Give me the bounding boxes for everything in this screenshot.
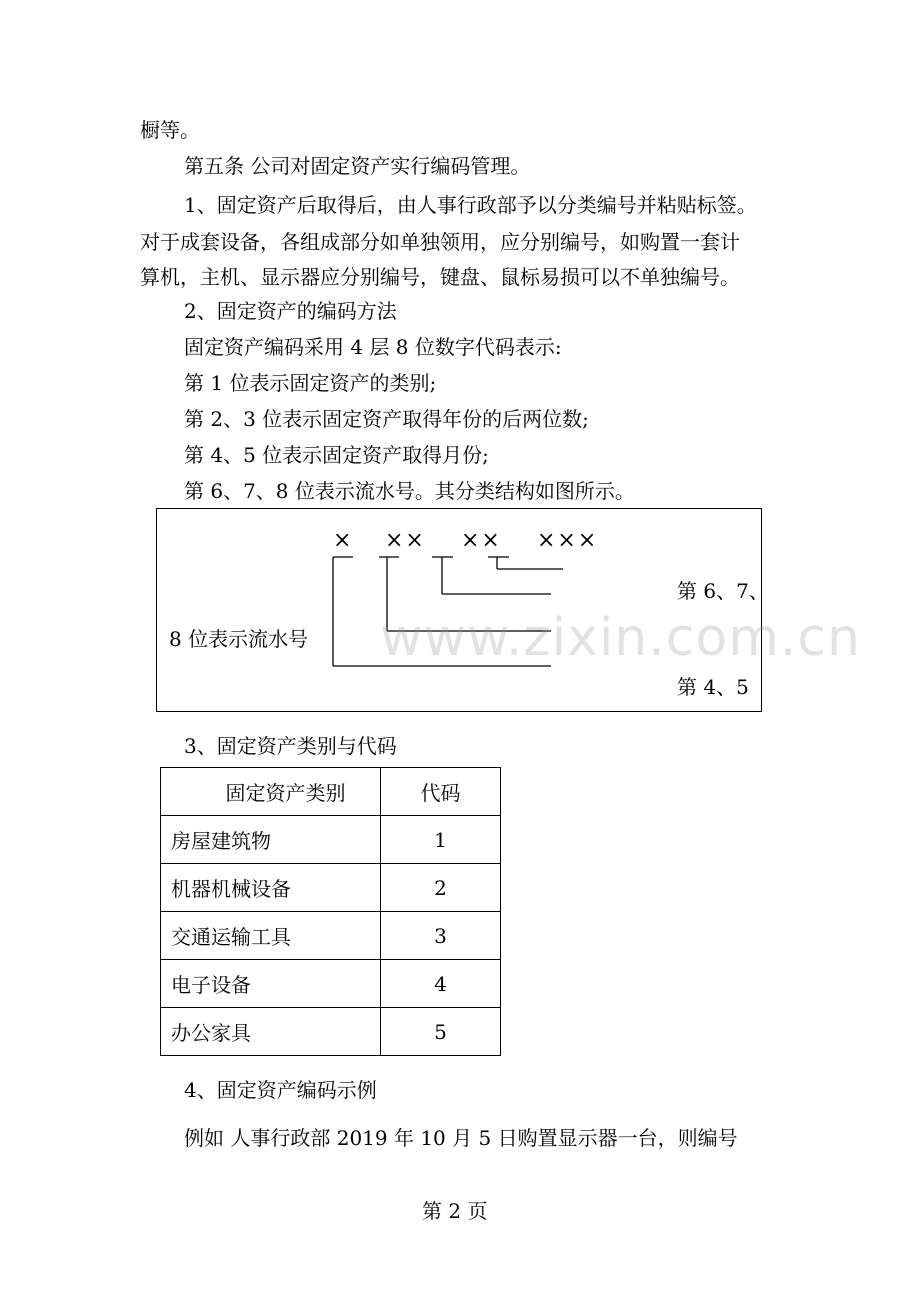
table-row (161, 960, 501, 1008)
page-footer: 第 2 页 (422, 1199, 488, 1223)
paragraph-continuation: 橱等。 (140, 118, 200, 142)
table-header-category: 固定资产类别 (161, 768, 381, 816)
digit-4-5-description: 第 4、5 位表示固定资产取得月份; (184, 443, 489, 467)
asset-category-table (160, 767, 501, 1056)
digit-2-3-description: 第 2、3 位表示固定资产取得年份的后两位数; (184, 407, 589, 431)
table-header-code: 代码 (381, 768, 501, 816)
diagram-digit-6-8-mark: ××× (537, 528, 599, 553)
table-cell-code: 3 (381, 912, 501, 960)
article-five-heading: 第五条 公司对固定资产实行编码管理。 (184, 154, 531, 178)
table-row (161, 1008, 501, 1056)
digit-1-description: 第 1 位表示固定资产的类别; (184, 371, 437, 395)
diagram-label-right-bottom: 第 4、5 (677, 675, 749, 699)
section-3-heading: 3、固定资产类别与代码 (184, 734, 397, 758)
table-row (161, 816, 501, 864)
item-1-line-3: 算机，主机、显示器应分别编号，键盘、鼠标易损可以不单独编号。 (140, 265, 740, 289)
table-row (161, 864, 501, 912)
diagram-digit-2-3-mark: ×× (385, 528, 426, 553)
diagram-digit-1-mark: × (333, 528, 354, 553)
table-cell-category: 机器机械设备 (161, 864, 381, 912)
table-cell-category: 办公家具 (161, 1008, 381, 1056)
diagram-label-left: 8 位表示流水号 (169, 627, 309, 651)
digit-6-8-description: 第 6、7、8 位表示流水号。其分类结构如图所示。 (184, 479, 635, 503)
table-row (161, 912, 501, 960)
section-4-heading: 4、固定资产编码示例 (184, 1078, 377, 1102)
table-cell-category: 交通运输工具 (161, 912, 381, 960)
diagram-label-right-top: 第 6、7、 (677, 579, 769, 603)
item-1-line-2: 对于成套设备，各组成部分如单独领用，应分别编号，如购置一套计 (140, 230, 740, 254)
table-cell-code: 1 (381, 816, 501, 864)
table-cell-code: 2 (381, 864, 501, 912)
table-cell-category: 电子设备 (161, 960, 381, 1008)
item-2-heading: 2、固定资产的编码方法 (184, 299, 397, 323)
watermark: www.zixin.com.cn (380, 608, 861, 668)
coding-method-intro: 固定资产编码采用 4 层 8 位数字代码表示: (184, 335, 562, 359)
item-1-line-1: 1、固定资产后取得后，由人事行政部予以分类编号并粘贴标签。 (184, 193, 757, 217)
table-cell-code: 4 (381, 960, 501, 1008)
example-line: 例如 人事行政部 2019 年 10 月 5 日购置显示器一台，则编号 (184, 1126, 738, 1150)
table-cell-category: 房屋建筑物 (161, 816, 381, 864)
table-header-row (161, 768, 501, 816)
diagram-digit-4-5-mark: ×× (461, 528, 502, 553)
table-cell-code: 5 (381, 1008, 501, 1056)
